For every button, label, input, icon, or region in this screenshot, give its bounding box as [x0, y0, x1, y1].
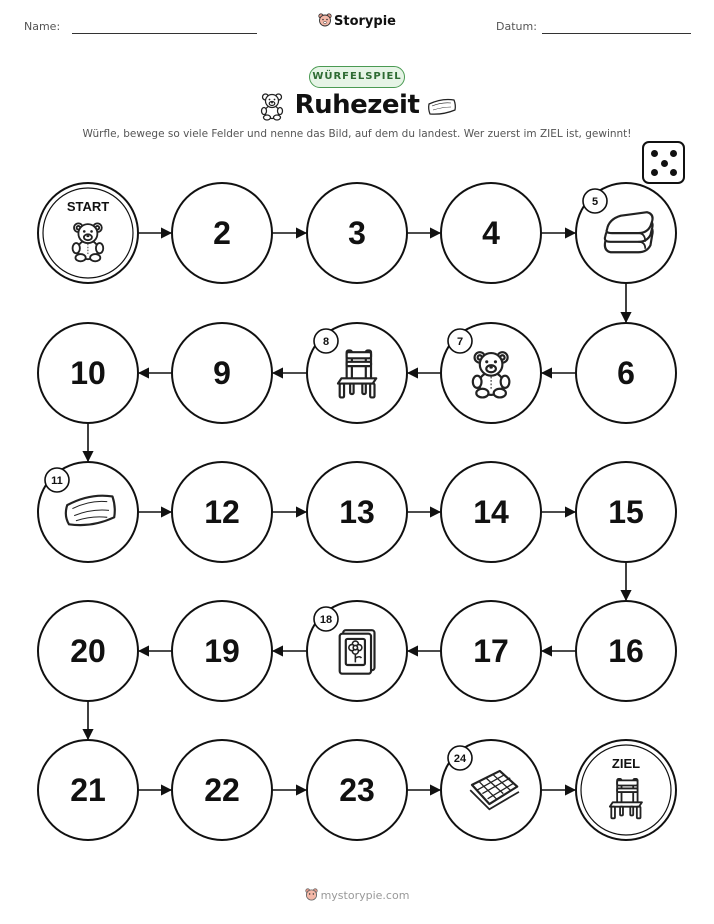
board-cell-17[interactable] [441, 601, 541, 701]
board-cells [38, 183, 676, 840]
cell-number: 13 [339, 494, 375, 530]
finish-cell[interactable] [576, 740, 676, 840]
picture-book-icon [340, 630, 375, 674]
start-cell[interactable] [38, 183, 138, 283]
cell-number: 10 [70, 355, 106, 391]
cell-number: 22 [204, 772, 240, 808]
cell-number: 9 [213, 355, 231, 391]
footer-url: mystorypie.com [320, 889, 410, 902]
cell-number: 17 [473, 633, 509, 669]
board-cell-24[interactable] [441, 740, 541, 840]
storypie-logo-icon [305, 888, 318, 901]
cell-number: 15 [608, 494, 644, 530]
cell-number-badge: 11 [51, 475, 63, 487]
page-title: Ruhezeit [294, 90, 420, 120]
board-cell-14[interactable] [441, 462, 541, 562]
board-cell-10[interactable] [38, 323, 138, 423]
cell-number: 14 [473, 494, 509, 530]
cell-number: 19 [204, 633, 240, 669]
board-cell-19[interactable] [172, 601, 272, 701]
board-cell-3[interactable] [307, 183, 407, 283]
board-cell-22[interactable] [172, 740, 272, 840]
finish-label: ZIEL [611, 756, 641, 771]
teddy-bear-icon [473, 352, 510, 397]
board-cell-21[interactable] [38, 740, 138, 840]
name-label: Name: [24, 20, 61, 33]
board-cell-8[interactable] [307, 323, 407, 423]
cell-number: 4 [482, 215, 500, 251]
board-cell-7[interactable] [441, 323, 541, 423]
date-label: Datum: [496, 20, 537, 33]
cell-number: 2 [213, 215, 231, 251]
cell-number: 20 [70, 633, 106, 669]
cell-number-badge: 8 [322, 336, 330, 348]
cell-number-badge: 24 [453, 753, 467, 765]
board-cell-20[interactable] [38, 601, 138, 701]
cell-number-badge: 5 [591, 196, 599, 208]
cell-number: 6 [617, 355, 635, 391]
board-cell-9[interactable] [172, 323, 272, 423]
board-cell-18[interactable] [307, 601, 407, 701]
footer [0, 888, 714, 902]
game-type-tag: WÜRFELSPIEL [309, 66, 405, 88]
cell-number: 12 [204, 494, 240, 530]
cell-number-badge: 7 [456, 336, 464, 348]
board-cell-13[interactable] [307, 462, 407, 562]
game-instructions: Würfle, bewege so viele Felder und nenne das Bild, auf dem du landest. Wer zuerst im ZIEL ist, gewinnt! [82, 128, 632, 140]
cell-number: 16 [608, 633, 644, 669]
brand-name: Storypie [334, 14, 396, 29]
board-cell-16[interactable] [576, 601, 676, 701]
board-cell-23[interactable] [307, 740, 407, 840]
board-cell-5[interactable] [576, 183, 676, 283]
board-cell-12[interactable] [172, 462, 272, 562]
board-cell-11[interactable] [38, 462, 138, 562]
board-cell-15[interactable] [576, 462, 676, 562]
cell-number-badge: 18 [319, 614, 333, 626]
start-label: START [66, 199, 110, 214]
board-cell-4[interactable] [441, 183, 541, 283]
cell-number: 21 [70, 772, 106, 808]
teddy-bear-icon [73, 223, 104, 261]
board-cell-6[interactable] [576, 323, 676, 423]
cell-number: 23 [339, 772, 375, 808]
board-cell-2[interactable] [172, 183, 272, 283]
cell-number: 3 [348, 215, 366, 251]
